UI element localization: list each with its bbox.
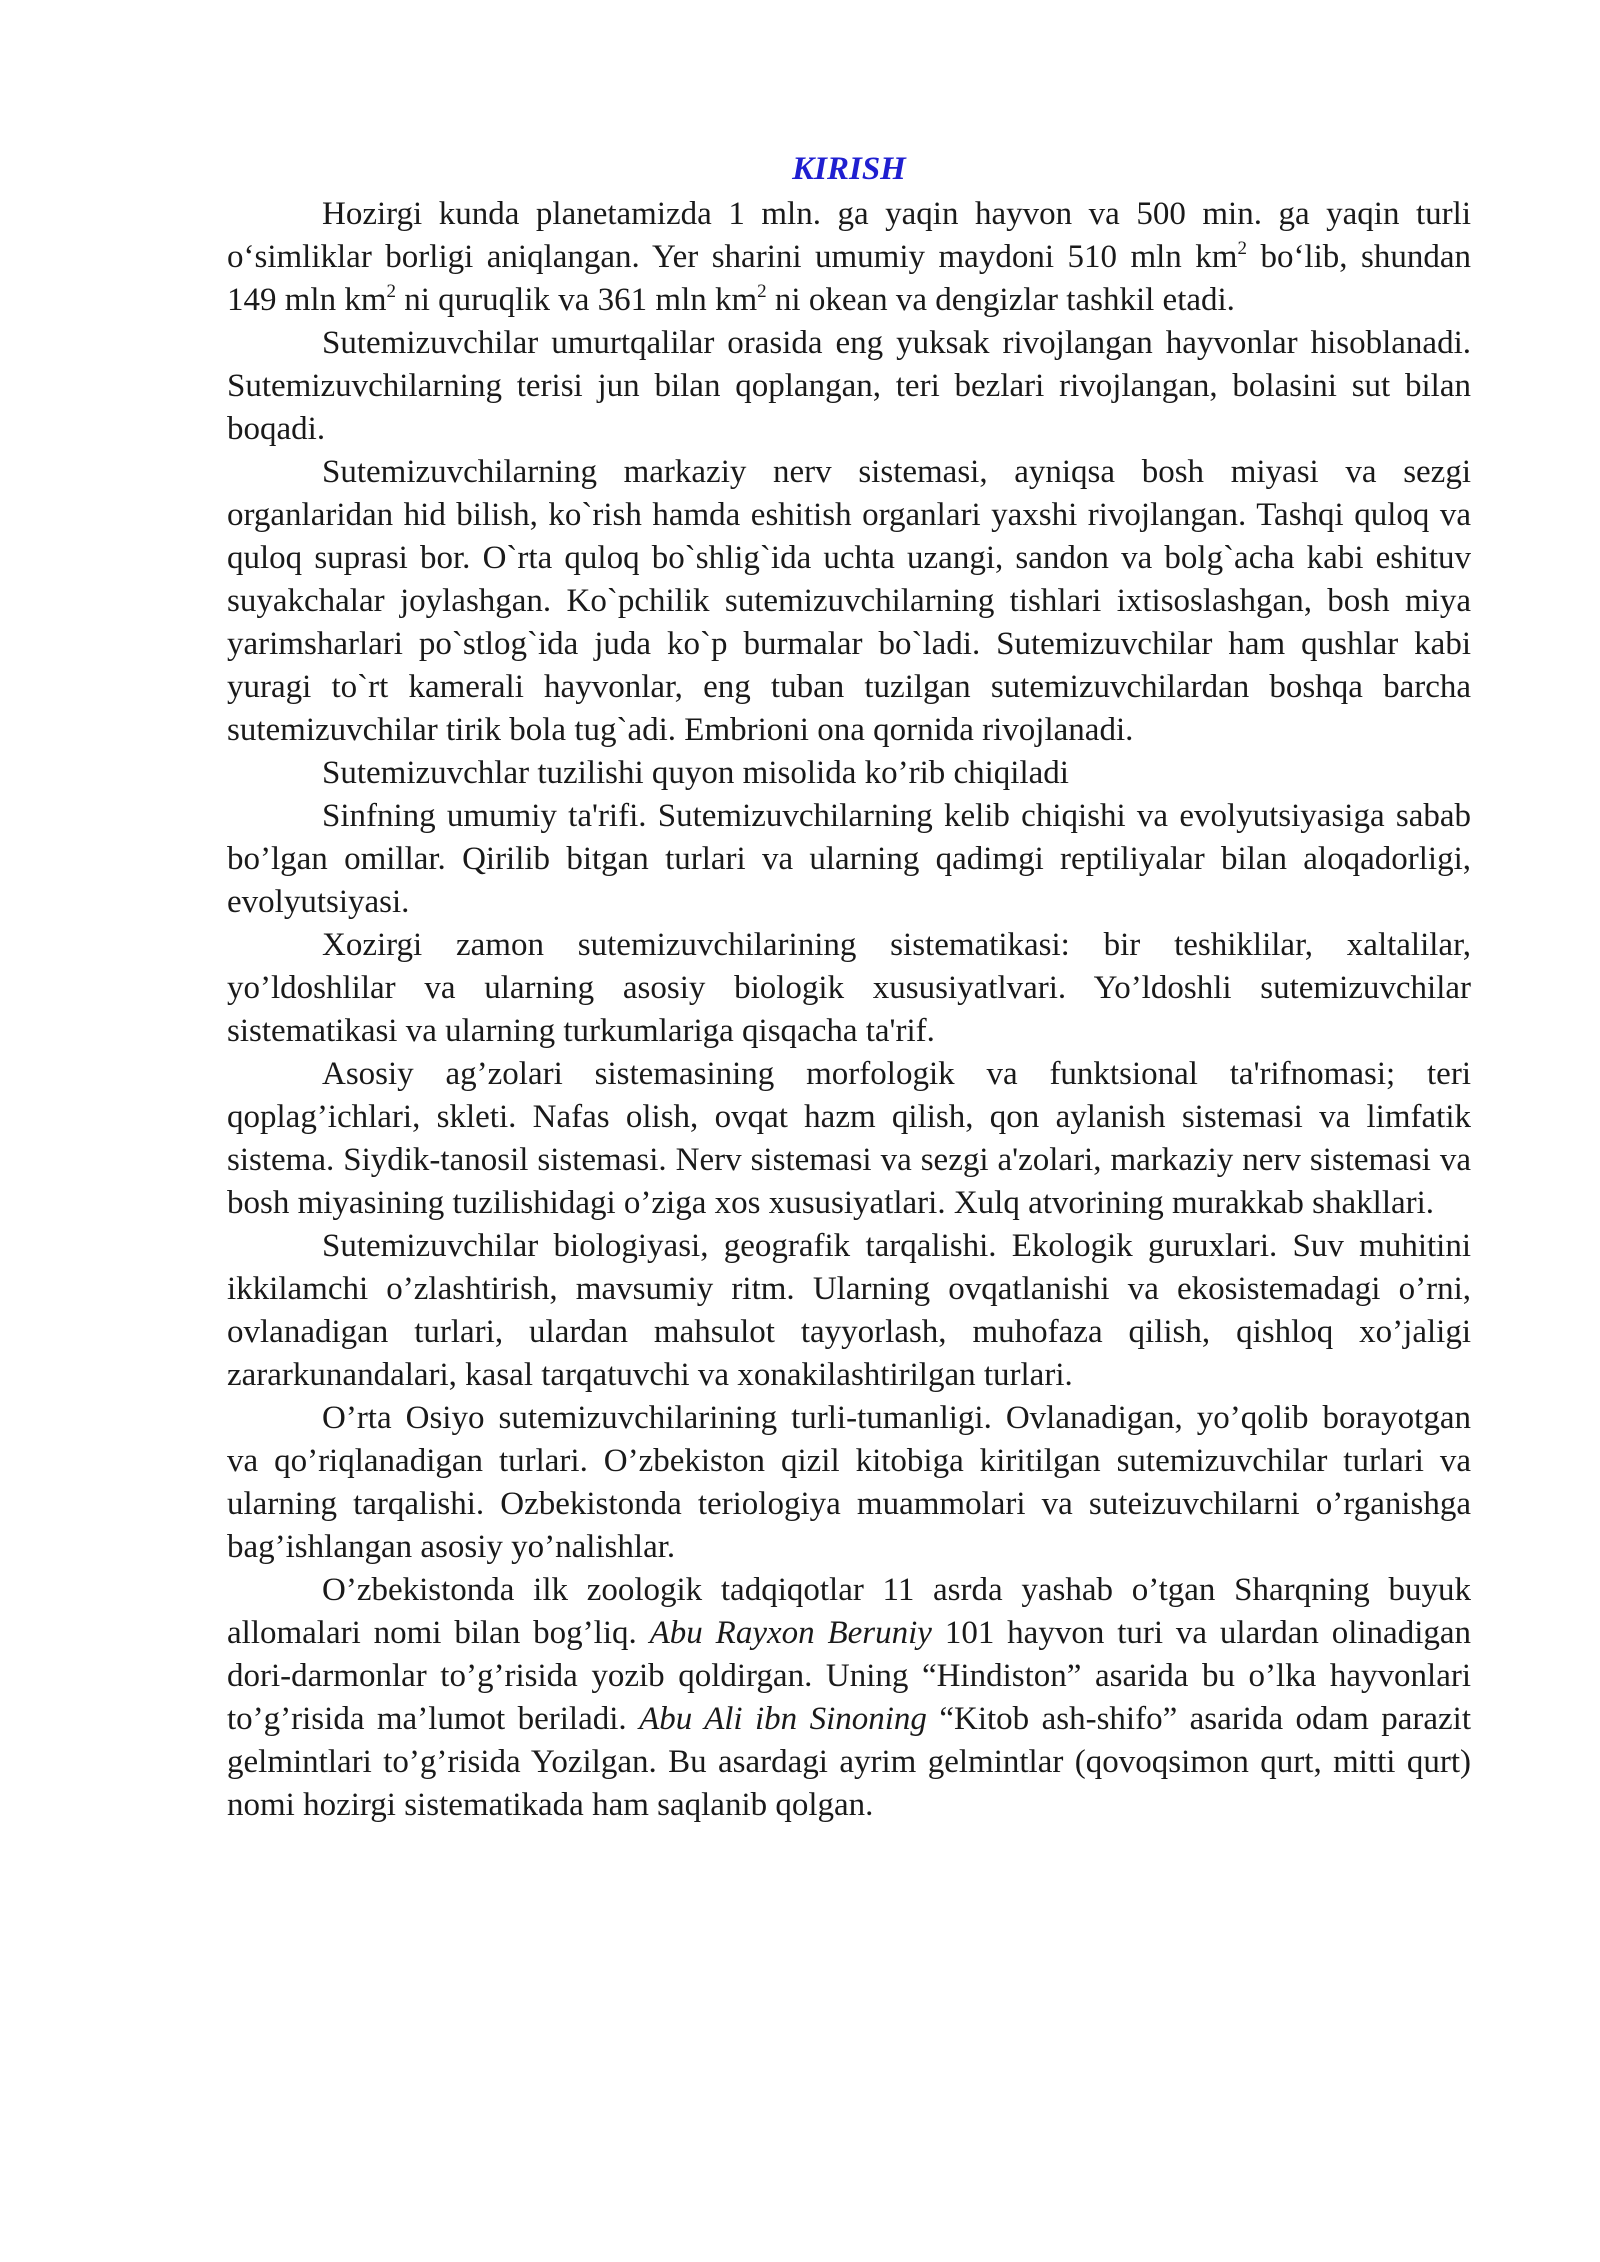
document-page (227, 148, 1471, 1827)
paragraph-intro (227, 193, 1471, 322)
paragraph: Sutemizuvchilar umurtqalilar orasida eng yuksak rivojlangan hayvonlar hisoblanadi. Sutemizuvchilarning terisi jun bilan qoplangan, teri bezlari rivojlangan, bolasini sut bilan boqadi. (227, 325, 1471, 447)
text-run: bo‘lib, shundan 149 mln km (227, 239, 1471, 318)
paragraph: Sinfning umumiy ta'rifi. Sutemizuvchilarning kelib chiqishi va evolyutsiyasiga sabab bo’lgan omillar. Qirilib bitgan turlari va ularning qadimgi reptiliyalar bilan aloqadorligi, evolyutsiyasi. (227, 798, 1471, 920)
text-run: “Kitob ash-shifo” asarida odam parazit gelmintlari to’g’risida Yozilgan. Bu asardagi ayrim gelmintlar (qovoqsimon qurt, mitti qurt) nomi hozirgi sistematikada ham saqlanib qolgan. (227, 1701, 1472, 1823)
superscript: 2 (757, 281, 767, 302)
superscript: 2 (1237, 238, 1247, 259)
paragraph: Asosiy ag’zolari sistemasining morfologik va funktsional ta'rifnomasi; teri qoplag’ichlari, skleti. Nafas olish, ovqat hazm qilish, qon aylanish sistemasi va limfatik sistema. Siydik-tanosil sistemasi. Nerv sistemasi va sezgi a'zolari, markaziy nerv sistemasi va bosh miyasining tuzilishidagi o’ziga xos xususiyatlari. Xulq atvorining murakkab shakllari. (227, 1056, 1471, 1221)
paragraph: Sutemizuvchlar tuzilishi quyon misolida ko’rib chiqiladi (322, 755, 1069, 791)
author-name: Abu Rayxon Beruniy (649, 1615, 932, 1651)
text-run: Hozirgi kunda planetamizda 1 mln. ga yaqin hayvon va 500 min. ga yaqin turli o‘simliklar borligi aniqlangan. Yer sharini umumiy maydoni 510 mln km (227, 196, 1471, 275)
paragraph: Xozirgi zamon sutemizuvchilarining sistematikasi: bir teshiklilar, xaltalilar, yo’ldoshlilar va ularning asosiy biologik xususiyatlvari. Yo’ldoshli sutemizuvchilar sistematikasi va ularning turkumlariga qisqacha ta'rif. (227, 927, 1471, 1049)
text-run: ni quruqlik va 361 mln km (396, 282, 758, 318)
text-run: 101 hayvon turi va ulardan olinadigan dori-darmonlar to’g’risida yozib qoldirgan. Uning “Hindiston” asarida bu o’lka hayvonlari to’g’risida ma’lumot beriladi. (227, 1615, 1472, 1737)
paragraph-history (227, 1569, 1471, 1827)
page-title: KIRISH (792, 151, 906, 187)
paragraph: Sutemizuvchilarning markaziy nerv sistemasi, ayniqsa bosh miyasi va sezgi organlaridan hid bilish, ko`rish hamda eshitish organlari yaxshi rivojlangan. Tashqi quloq va quloq suprasi bor. O`rta quloq bo`shlig`ida uchta uzangi, sandon va bolg`acha kabi eshituv suyakchalar joylashgan. Ko`pchilik sutemizuvchilarning tishlari ixtisoslashgan, bosh miya yarimsharlari po`stlog`ida juda ko`p burmalar bo`ladi. Sutemizuvchilar ham qushlar kabi yuragi to`rt kamerali hayvonlar, eng tuban tuzilgan sutemizuvchilardan boshqa barcha sutemizuvchilar tirik bola tug`adi. Embrioni ona qornida rivojlanadi. (227, 454, 1471, 748)
superscript: 2 (386, 281, 397, 302)
paragraph: O’rta Osiyo sutemizuvchilarining turli-tumanligi. Ovlanadigan, yo’qolib borayotgan va qo’riqlanadigan turlari. O’zbekiston qizil kitobiga kiritilgan sutemizuvchilar turlari va ularning tarqalishi. Ozbekistonda teriologiya muammolari va suteizuvchilarni o’rganishga bag’ishlangan asosiy yo’nalishlar. (227, 1400, 1471, 1565)
text-run: ni okean va dengizlar tashkil etadi. (766, 282, 1235, 318)
author-name: Abu Ali ibn Sinoning (639, 1701, 927, 1737)
paragraph: Sutemizuvchilar biologiyasi, geografik tarqalishi. Ekologik guruxlari. Suv muhitini ikkilamchi o’zlashtirish, mavsumiy ritm. Ularning ovqatlanishi va ekosistemadagi o’rni, ovlanadigan turlari, ulardan mahsulot tayyorlash, muhofaza qilish, qishloq xo’jaligi zararkunandalari, kasal tarqatuvchi va xonakilashtirilgan turlari. (227, 1228, 1471, 1393)
text-run: O’zbekistonda ilk zoologik tadqiqotlar 11 asrda yashab o’tgan Sharqning buyuk allomalari nomi bilan bog’liq. (227, 1572, 1471, 1651)
